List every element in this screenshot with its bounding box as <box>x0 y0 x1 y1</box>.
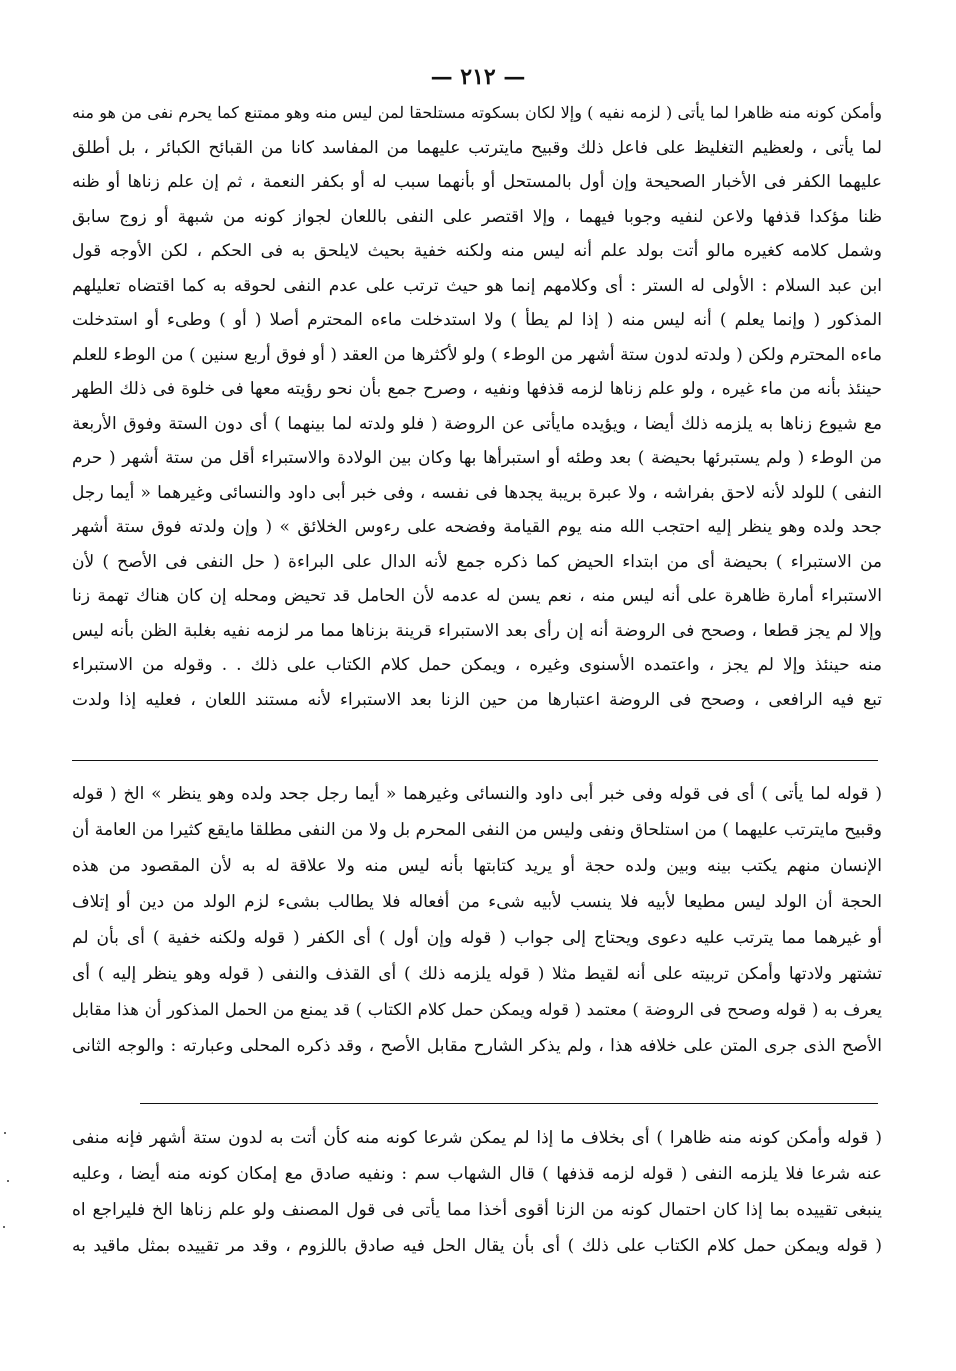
gloss-line: أو غيرهما مما يترتب عليه دعوى ويحتاج إلى جواب ( قوله وإن أول ) أى الكفر ( قوله ولكنه خفية ) أى بأن لم <box>72 928 882 948</box>
main-text-line: حينئذ بأنه من ماء غيره ، ولو علم زناها لزمه قذفها ونفيه ، وصرح جمع بأن نحو رؤيته معها فى خلوة فى ذلك الطهر <box>72 379 882 399</box>
gloss-line: الأصح الذى جرى المتن على خلافه هذا ، ولم يذكر الشارح مقابل الأصح ، وقد ذكره المحلى وعبارته : والوجه الثانى <box>72 1036 882 1056</box>
gloss-line: ( قوله لما يأتى ) أى فى قوله وفى خبر أبى داود والنسائى وغيرهما « أيما رجل جحد ولده وهو ينظر » الخ ( قوله <box>72 784 882 804</box>
main-text-line: المذكور ( وإنما يعلم ) أنه ليس منه ( إذا لم يطأ ) ولا استدخلت ماءه المحترم أصلا ( أو ) وطىء أو استدخلت <box>72 310 882 330</box>
gloss-line: ( قوله وأمكن كونه منه ظاهرا ) أى بخلاف ما إذا لم يمكن شرعا كونه منه كأن أتت به لدون ستة أشهر فإنه منفى <box>72 1128 882 1148</box>
section-divider <box>140 1103 878 1104</box>
main-text-line: وشمل كلامه كغيره مالو أتت بولد علم أنه ليس منه ولكنه خفية بحيث لايلحق به فى الحكم ، لكن الأوجه قول <box>72 241 882 261</box>
gloss-line: وقبيح مايترتب عليهما ) من استلحاق ونفى وليس من النفى المحرم بل ولا من النفى مطلقا مايقع كثيرا من العامة أن <box>72 820 882 840</box>
main-text-line: الاستبراء أمارة ظاهرة على أنه ليس منه ، نعم يسن له عدمه لأن الحامل قد تحيض ومحله إن كان هناك تهمة زنا <box>72 586 882 606</box>
main-text-line: وإلا لم يجز قطعا ، وصحح فى الروضة أنه إن رأى بعد الاستبراء قرينة بزناها مما مر لزمه نفيه بغلبة الظن بأنه ليس <box>72 620 882 641</box>
main-text-line: ابن عبد السلام : الأولى له الستر : أى وكلامهم إنما هو حيث ترتب على عدم النفى لحوقه به كما اقتضاه تعليلهم <box>72 275 882 296</box>
page-number: — ۲۱۲ — <box>430 64 526 90</box>
main-text <box>72 96 882 717</box>
main-text-line: جحد ولده وهو ينظر إليه احتجب الله منه يوم القيامة وفضحه على رءوس الخلائق » ( وإن ولدته فوق ستة أشهر <box>72 517 882 537</box>
gloss-commentary-2 <box>72 1120 882 1264</box>
gloss-commentary-1 <box>72 776 882 1064</box>
scan-speckle <box>3 1226 5 1228</box>
gloss-line: تشتهر ولادتها وأمكن تربيته على أنه لقيط مثلا ( قوله يلزمه ذلك ) أى القذف والنفى ( قوله وهو ينظر إليه ) أى <box>72 964 882 984</box>
main-text-line: من الاستبراء ) بحيضة أى من ابتداء الحيض كما ذكره جمع لأنه الدال على البراءة ( حل النفى فى الأصح ) لأن <box>72 551 882 572</box>
gloss-line: ينبغى تقييده بما إذا كان احتمال كونه من الزنا أقوى أخذا مما يأتى فى قول المصنف ولو علم زناها الخ فليراجع اه <box>72 1200 882 1220</box>
section-divider <box>72 760 878 761</box>
main-text-line: عليهما الكفر فى الأخبار الصحيحة وإن أول بالمستحل أو بأنهما سبب له أو بكفر النعمة ، ثم إن علم زناها أو ظنه <box>72 172 882 192</box>
main-text-line: منه حينئذ وإلا لم يجز ، واعتمده الأسنوى وغيره ، ويمكن حمل كلام الكتاب على ذلك . . وقوله من الاستبراء <box>72 655 882 675</box>
main-text-line: مع شيوع زناها به يلزمه ذلك أيضا ، ويؤيده مايأتى عن الروضة ( فلو ولدته لما بينهما ) أى دون الستة وفوق الأربعة <box>72 413 882 434</box>
main-text-line: النفى ) للولد لأنه لاحق بفراشه ، ولا عبرة بريبة يجدها فى نفسه ، وفى خبر أبى داود والنسائى وغيرهما « أيما رجل <box>72 482 882 503</box>
scan-speckle <box>7 1180 9 1182</box>
main-text-line: ظنا مؤكدا قذفها ولاعن لنفيه وجوبا فيهما ، وإلا اقتصر على النفى باللعان لجواز كونه من شبهة أو زوج سابق <box>72 206 882 227</box>
gloss-line: الإنسان منهم يكتب بينه وبين ولده حجة أو يريد كتابتها بأنه ليس منه ولا علاقة له به لأن المقصود من هذه <box>72 856 882 876</box>
main-text-line: ماءه المحترم ولكن ( ولدته لدون ستة أشهر من الوطء ) ولو لأكثرها من العقد ( أو فوق أربع سنين ) من الوطء للعلم <box>72 344 882 365</box>
gloss-line: الحجة أن الولد ليس مطيعا لأبيه فلا ينسب لأبيه شىء من أفعاله فلا يطالب بشىء لزم الولد من دين أو إتلاف <box>72 892 882 912</box>
main-text-line: وأمكن كونه منه ظاهرا لما يأتى ( لزمه نفيه ) وإلا لكان بسكوته مستلحقا لمن ليس منه وهو ممتنع كما يحرم نفى من هو منه <box>72 103 882 122</box>
main-text-line: لما يأتى ، ولعظيم التغليظ على فاعل ذلك وقبيح مايترتب عليهما من المفاسد كانا من القبائح الكبائر ، بل أطلق <box>72 137 882 158</box>
scan-speckle <box>4 1132 6 1134</box>
main-text-line: من الوطء ( ولم يستبرئها بحيضة ) بعد وطئه أو استبرأها بها وكان بين الولادة والاستبراء أقل من ستة أشهر ( حرم <box>72 448 882 468</box>
gloss-line: عنه شرعا فلا يلزمه النفى ( قوله لزمه قذفها ) قال الشهاب سم : ونفيه صادق مع إمكان كونه منه أيضا ، وعليه <box>72 1164 882 1184</box>
gloss-line: ( قوله ويمكن حمل كلام الكتاب على ذلك ) أى بأن يقال الحل فيه صادق باللزوم ، وقد مر تقييده بمثل ماقيد به <box>72 1236 882 1256</box>
gloss-line: يعرف به ( قوله وصحح فى الروضة ) معتمد ( قوله ويمكن حمل كلام الكتاب ) قد يمنع من الحمل المذكور أن هذا مقابل <box>72 1000 882 1019</box>
main-text-line: تبع فيه الرافعى ، وصحح فى الروضة اعتبارها من حين الزنا بعد الاستبراء لأنه مستند اللعان ، فعليه إذا ولدت <box>72 689 882 710</box>
